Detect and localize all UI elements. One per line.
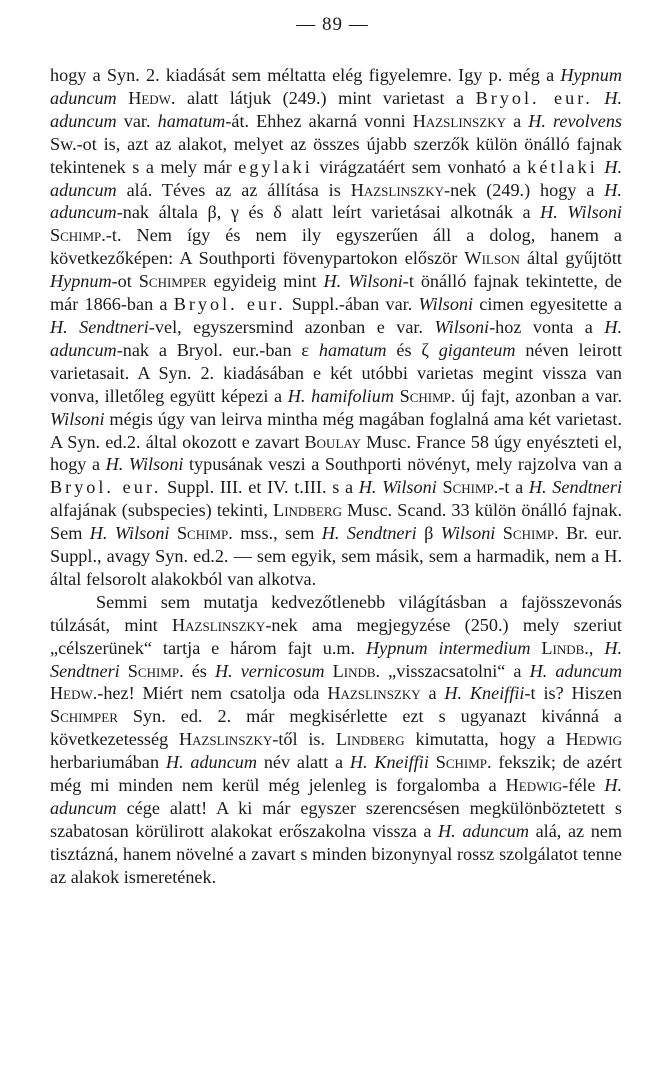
italic-text-run: H. Kneiffii: [349, 752, 429, 773]
italic-text-run: H. aduncum: [50, 179, 622, 223]
text-run: Semmi sem mutatja kedvezőtlenebb világításban a fajösszevonás túlzását, mint: [50, 591, 622, 635]
text-run: -hez! Miért nem csatolja oda: [97, 683, 328, 704]
text-run: a: [420, 683, 445, 704]
text-run: a: [506, 110, 529, 131]
text-run: -nak általa β, γ és δ alatt leírt varietásai alkotnák a: [116, 202, 541, 223]
text-run: [169, 523, 176, 543]
smallcaps-text-run: Hazslinszky: [350, 179, 445, 200]
italic-text-run: H. aduncum: [50, 87, 623, 131]
text-run: [593, 88, 605, 108]
text-run: Syn. ed. 2. már megkisérlette ezt s ugyanazt kivánná a következetesség: [50, 706, 622, 750]
italic-text-run: H. aduncum: [50, 156, 623, 200]
text-run: fekszik; de azért még mi minden nem kerül még jelenleg is forgalomba a: [50, 752, 622, 796]
italic-text-run: H. Wilsoni: [323, 271, 403, 292]
smallcaps-text-run: Hazslinszky: [327, 683, 421, 704]
text-run: Musc. Scand. 33 külön önálló fajnak. Sem: [50, 500, 623, 544]
text-run: virágzatáért sem vonható a: [312, 156, 528, 177]
italic-text-run: H. Sendtneri: [321, 523, 417, 544]
text-run: és ζ: [386, 339, 439, 360]
italic-text-run: H. revolvens: [528, 110, 623, 131]
smallcaps-text-run: Lindb.: [541, 637, 589, 658]
spaced-text-run: Bryol. eur.: [50, 477, 162, 498]
smallcaps-text-run: Lindberg: [335, 729, 405, 750]
italic-text-run: H. vernicosum: [214, 660, 325, 681]
text-run: és: [183, 660, 215, 681]
paragraph: [50, 64, 622, 591]
text-run: [429, 752, 436, 772]
italic-text-run: Hypnum aduncum: [50, 65, 622, 108]
text-run: -át. Ehhez akarná vonni: [225, 110, 413, 131]
smallcaps-text-run: Hedwig: [565, 729, 623, 750]
text-run: [120, 661, 128, 681]
italic-text-run: Wilsoni: [434, 316, 490, 337]
smallcaps-text-run: Hazslinszky: [412, 110, 506, 131]
text-run: hogy a Syn. 2. kiadását sem méltatta elég figyelemre. Igy p. még a: [50, 65, 561, 85]
paragraph: [50, 591, 622, 889]
text-run: -nak a Bryol. eur.-ban ε: [116, 339, 319, 360]
italic-text-run: Hypnum: [50, 271, 112, 292]
smallcaps-text-run: Schimper: [138, 271, 207, 292]
text-run: -féle: [562, 775, 605, 796]
text-run: typusának veszi a Southporti növényt, mely rajzolva van a: [183, 454, 622, 475]
text-run: [325, 661, 333, 681]
text-run: kimutatta, hogy a: [404, 729, 566, 750]
text-run: -ot: [111, 271, 139, 292]
text-run: -t is? Hiszen: [524, 683, 622, 704]
text-run: néven leirott varietasait. A Syn. 2. kiadásában e két utóbbi varietas megint vissza van vonva, illetőleg együtt képezi a: [50, 339, 622, 406]
text-run: Sw.-ot is, azt az alakot, melyet az összes újabb szerzők külön önálló fajnak tekintenek s a mely már: [50, 133, 622, 177]
text-run: ,: [588, 637, 605, 658]
italic-text-run: H. Wilsoni: [105, 454, 184, 475]
italic-text-run: H. Wilsoni: [358, 477, 437, 498]
smallcaps-text-run: Schimp.: [435, 752, 492, 773]
text-run: mss., sem: [232, 523, 322, 544]
text-run: Suppl. III. et IV. t.III. s a: [161, 477, 359, 498]
italic-text-run: Wilsoni: [440, 523, 496, 544]
text-run: -t. Nem így és nem ily egyszerűen áll a dolog, hanem a következőképen: A Southporti fövenypartokon először: [50, 225, 622, 269]
smallcaps-text-run: Lindberg: [273, 500, 342, 521]
italic-text-run: H. hamifolium: [287, 385, 394, 406]
smallcaps-text-run: Schimp.: [50, 225, 106, 246]
text-run: új fajt, azonban a var.: [455, 385, 623, 406]
text-run: mégis úgy van leirva mintha még magában foglalná ama két varietast. A Syn. ed.2. által okozott e zavart: [50, 408, 622, 452]
text-run: alatt látjuk (249.) mint varietast a: [175, 87, 476, 108]
smallcaps-text-run: Hazslinszky: [178, 729, 273, 750]
italic-text-run: H. Wilsoni: [89, 523, 170, 544]
text-run: alá, az nem tisztázná, hanem növelné a zavart s minden bizonynyal rossz szolgálatot tenne az alakok ismeretének.: [50, 820, 623, 887]
spaced-text-run: Bryol. eur.: [173, 294, 286, 315]
text-run: -vel, egyszersmind azonban e var.: [148, 316, 435, 337]
text-run: herbariumában: [50, 752, 166, 773]
italic-text-run: hamatum: [157, 110, 226, 131]
text-run: [495, 523, 502, 543]
text-run: [117, 88, 129, 108]
smallcaps-text-run: Lindb.: [332, 660, 381, 681]
smallcaps-text-run: Hedwig: [505, 775, 563, 796]
text-run: Suppl.-ában var.: [285, 294, 419, 315]
text-run: -től is.: [272, 729, 336, 750]
italic-text-run: H. aduncum: [529, 660, 622, 681]
italic-text-run: Wilsoni: [50, 408, 105, 429]
text-run: Br. eur. Suppl., avagy Syn. ed.2. — sem egyik, sem másik, sem a harmadik, nem a H. által felsorolt alakokból van alkotva.: [50, 523, 623, 589]
body-text: [50, 64, 622, 889]
text-run: -t önálló fajnak tekintette, de már 1866-ban a: [50, 271, 622, 315]
italic-text-run: H. Sendtneri: [528, 477, 623, 498]
text-run: név alatt a: [257, 752, 350, 773]
smallcaps-text-run: Boulay: [304, 431, 361, 452]
italic-text-run: hamatum: [318, 339, 387, 360]
text-run: [530, 638, 541, 658]
smallcaps-text-run: Schimp.: [399, 385, 456, 406]
italic-text-run: giganteum: [438, 339, 516, 360]
text-run: -nek (249.) hogy a: [444, 179, 605, 200]
smallcaps-text-run: Hedw.: [128, 87, 176, 108]
smallcaps-text-run: Schimp.: [502, 523, 559, 544]
text-run: -t a: [498, 477, 529, 498]
text-run: var.: [116, 110, 158, 131]
italic-text-run: H. Kneiffii: [444, 683, 525, 704]
smallcaps-text-run: Schimp.: [127, 660, 184, 681]
text-run: -nek ama megjegyzése (250.) mely szeriut „célszerünek“ tartja e három fajt u.m.: [50, 614, 622, 658]
italic-text-run: H. aduncum: [165, 752, 258, 773]
smallcaps-text-run: Hazslinszky: [172, 614, 266, 635]
smallcaps-text-run: Schimp.: [176, 523, 233, 544]
italic-text-run: H. Sendtneri: [50, 316, 149, 337]
italic-text-run: H. Wilsoni: [540, 202, 622, 223]
italic-text-run: H. Sendtneri: [50, 637, 623, 681]
text-run: β: [416, 523, 441, 544]
spaced-text-run: egylaki: [238, 156, 313, 177]
italic-text-run: Wilsoni: [418, 294, 474, 315]
page-number: — 89 —: [296, 14, 369, 35]
italic-text-run: H. aduncum: [50, 316, 623, 360]
smallcaps-text-run: Wilson: [464, 248, 520, 269]
text-run: „visszacsatolni“ a: [380, 660, 530, 681]
italic-text-run: H. aduncum: [50, 775, 623, 818]
smallcaps-text-run: Schimp.: [442, 477, 499, 498]
text-run: cége alatt! A ki már egyszer szerencsésen megkülönböztetett s szabatosan körülirott alakokat erőszakolna vissza a: [50, 798, 622, 841]
text-run: cimen egyesitette a: [473, 294, 622, 315]
text-run: alá. Téves az az állítása is: [116, 179, 351, 200]
italic-text-run: Hypnum intermedium: [365, 637, 531, 658]
smallcaps-text-run: Schimper: [50, 706, 118, 727]
text-run: egyideig mint: [206, 271, 324, 292]
italic-text-run: H. aduncum: [438, 820, 530, 841]
text-run: -hoz vonta a: [489, 316, 605, 337]
text-run: által gyűjtött: [519, 248, 622, 269]
spaced-text-run: kétlaki: [527, 156, 598, 177]
smallcaps-text-run: Hedw.: [50, 683, 98, 704]
text-run: alfajának (subspecies) tekinti,: [50, 500, 274, 521]
text-run: Musc. France 58 úgy enyészteti el, hogy a: [50, 431, 622, 475]
spaced-text-run: Bryol. eur.: [475, 87, 593, 108]
